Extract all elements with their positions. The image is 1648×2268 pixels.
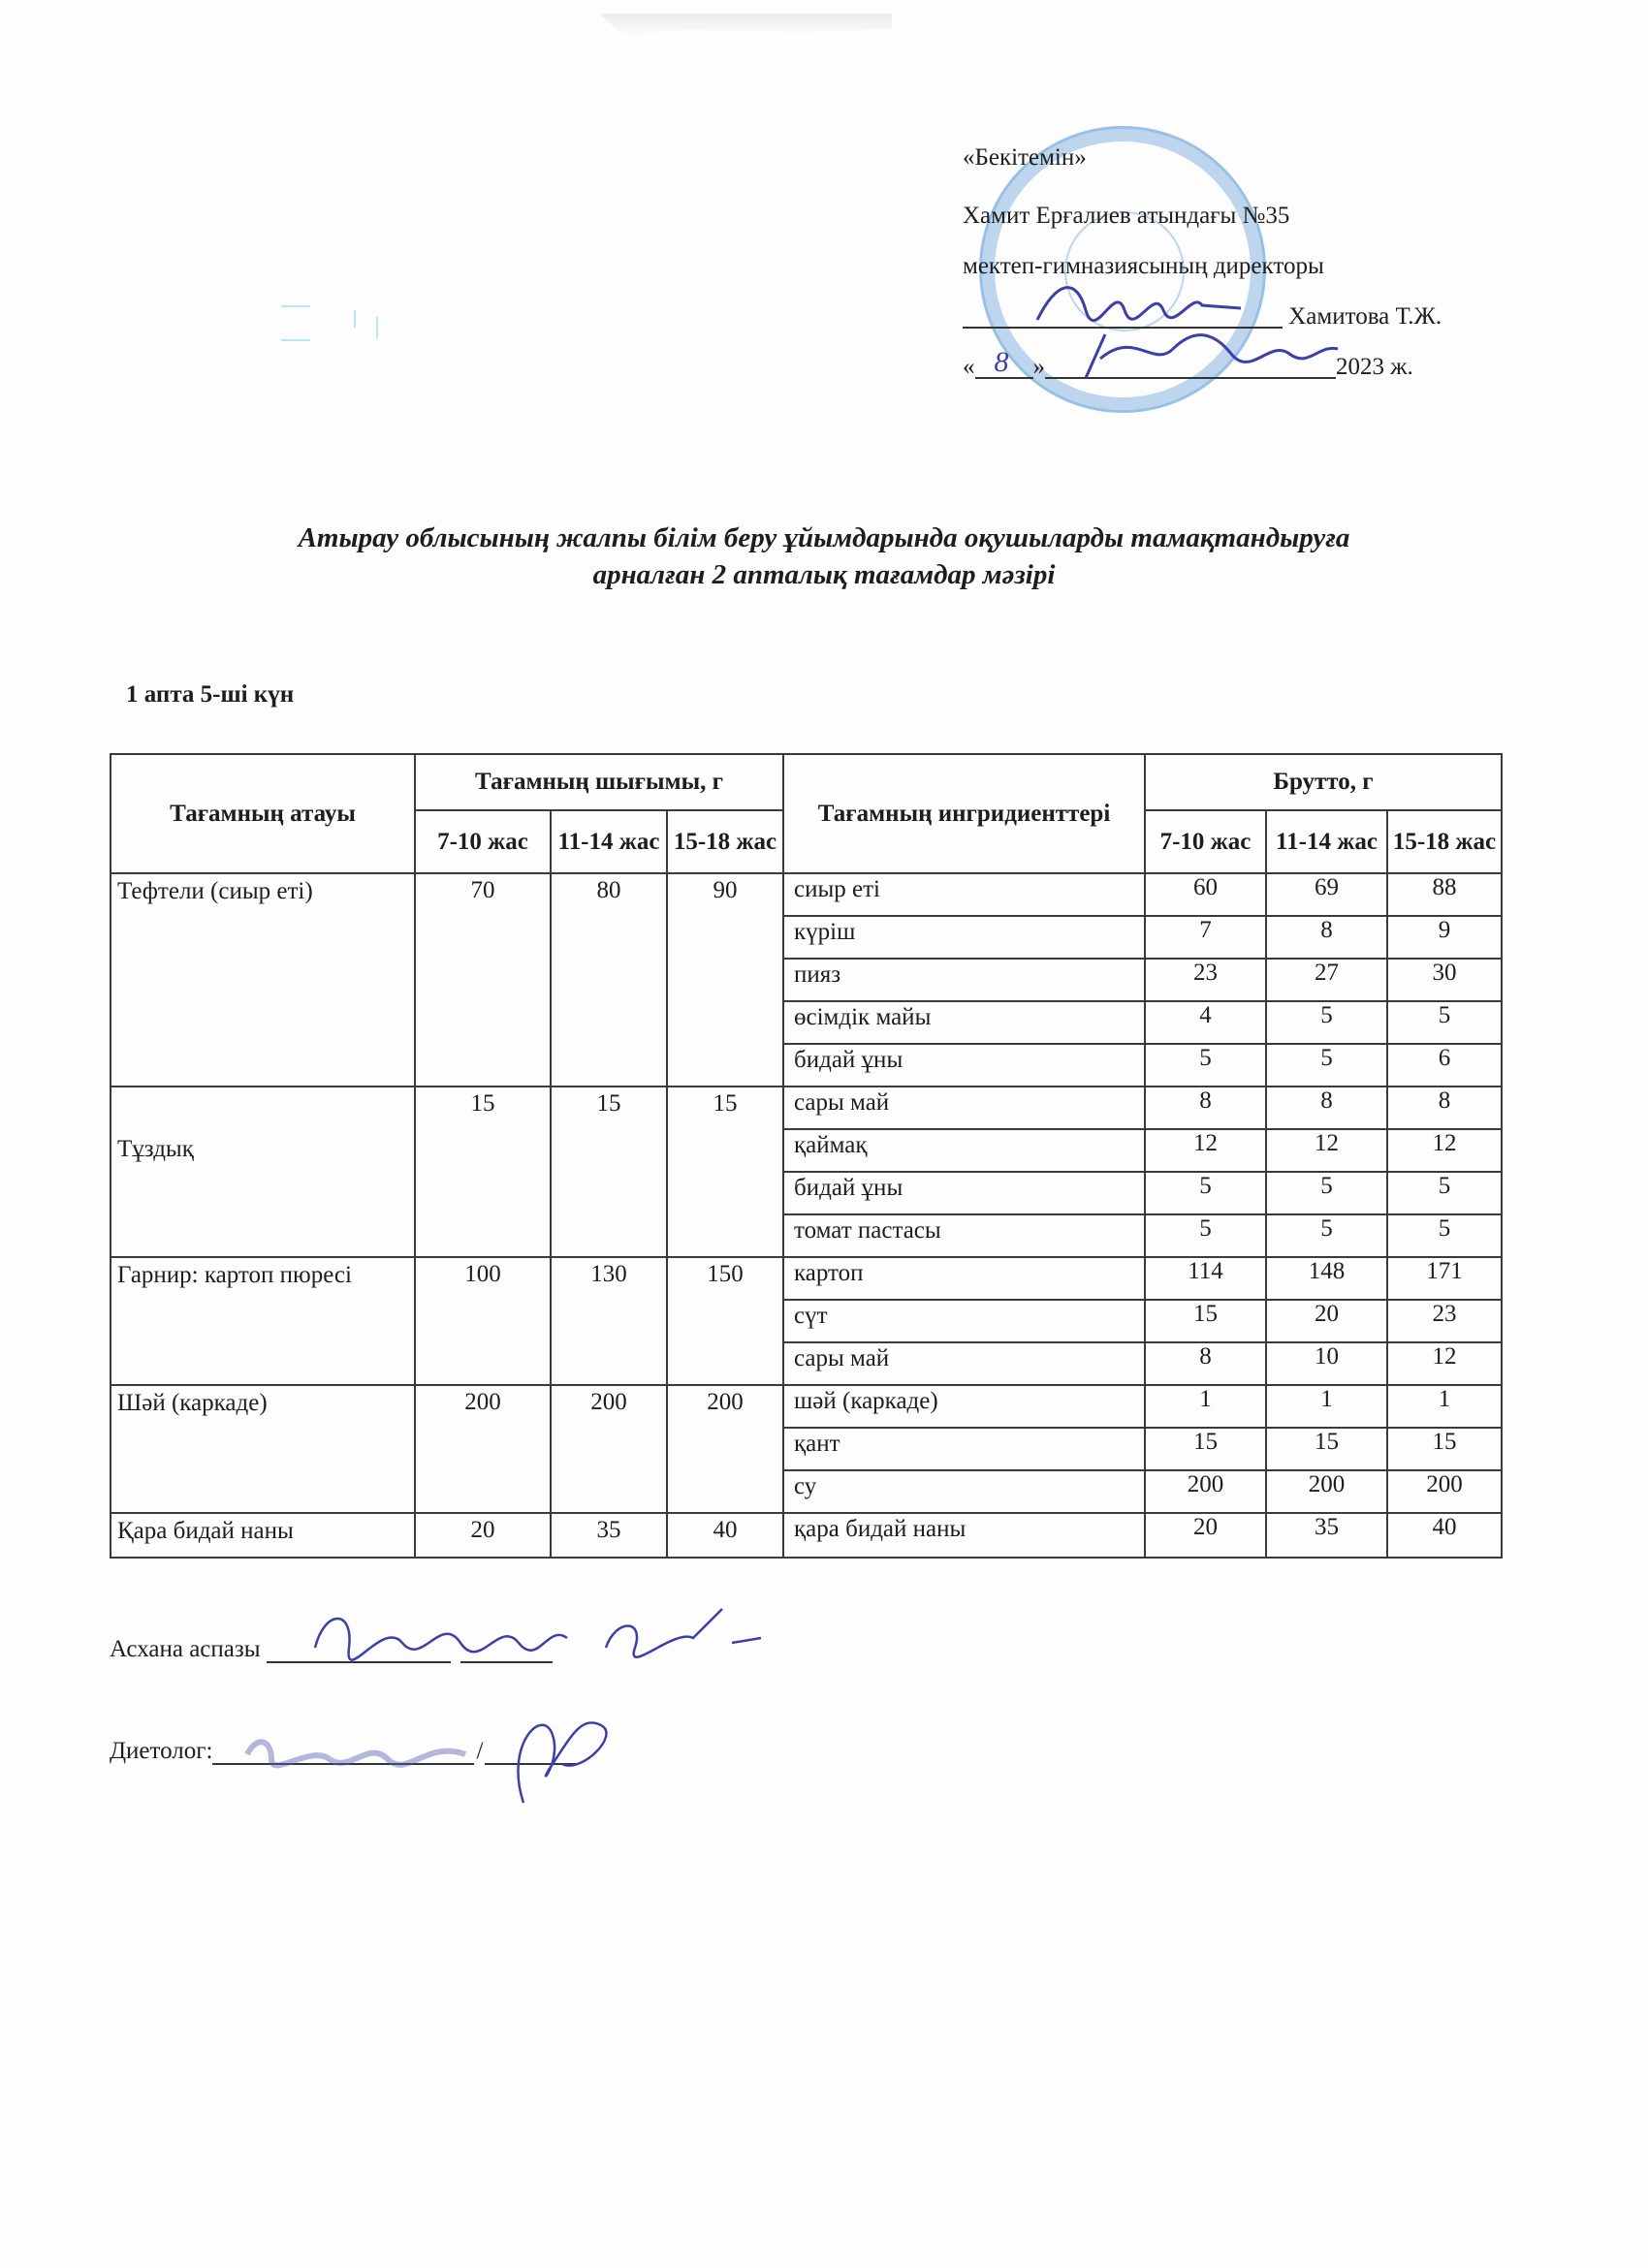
document-title — [0, 520, 1648, 593]
header-ingredients: Тағамның ингридиенттері — [783, 754, 1145, 873]
ingredient-brutto: 5 — [1266, 1214, 1387, 1257]
ingredient-brutto: 1 — [1266, 1385, 1387, 1428]
director-name: Хамитова Т.Ж. — [1288, 303, 1442, 330]
scan-artifact — [601, 14, 892, 35]
dish-yield: 35 — [551, 1513, 667, 1558]
table-row — [111, 1513, 1502, 1558]
dish-yield: 150 — [667, 1257, 783, 1385]
ingredient-brutto: 12 — [1145, 1129, 1266, 1172]
date-day: 8 — [994, 346, 1009, 378]
header-brutto: Брутто, г — [1145, 754, 1502, 810]
table-row — [111, 1385, 1502, 1428]
date-open-quote: « — [963, 354, 975, 380]
ingredient-name: сары май — [783, 1087, 1145, 1129]
ingredient-name: қант — [783, 1428, 1145, 1470]
cook-signature — [296, 1590, 780, 1686]
dish-yield: 200 — [415, 1385, 551, 1513]
ingredient-name: бидай ұны — [783, 1172, 1145, 1214]
ingredient-brutto: 5 — [1145, 1214, 1266, 1257]
ingredient-brutto: 114 — [1145, 1257, 1266, 1300]
ingredient-brutto: 9 — [1387, 916, 1502, 959]
ingredient-name: қара бидай наны — [783, 1513, 1145, 1558]
ingredient-brutto: 88 — [1387, 873, 1502, 916]
header-dish-name: Тағамның атауы — [111, 754, 415, 873]
ingredient-brutto: 8 — [1145, 1342, 1266, 1385]
brutto-age-header: 7-10 жас — [1145, 810, 1266, 873]
day-label: 1 апта 5-ші күн — [126, 681, 295, 708]
ingredient-name: томат пастасы — [783, 1214, 1145, 1257]
ingredient-brutto: 171 — [1387, 1257, 1502, 1300]
ingredient-name: шәй (каркаде) — [783, 1385, 1145, 1428]
ingredient-brutto: 5 — [1145, 1172, 1266, 1214]
ingredient-brutto: 148 — [1266, 1257, 1387, 1300]
ingredient-brutto: 15 — [1145, 1300, 1266, 1342]
ingredient-brutto: 5 — [1266, 1001, 1387, 1044]
cook-label: Асхана аспазы — [110, 1636, 261, 1662]
ingredient-brutto: 40 — [1387, 1513, 1502, 1558]
dish-yield: 15 — [667, 1087, 783, 1257]
title-line-1: Атырау облысының жалпы білім беру ұйымдарында оқушыларды тамақтандыруға — [298, 522, 1350, 553]
date-day-field — [975, 346, 1033, 379]
ingredient-brutto: 27 — [1266, 959, 1387, 1001]
ingredient-brutto: 23 — [1145, 959, 1266, 1001]
ingredient-brutto: 10 — [1266, 1342, 1387, 1385]
ingredient-brutto: 12 — [1387, 1342, 1502, 1385]
dish-name: Тефтели (сиыр еті) — [111, 873, 415, 1087]
ingredient-brutto: 8 — [1387, 1087, 1502, 1129]
yield-age-header: 7-10 жас — [415, 810, 551, 873]
approval-school: Хамит Ерғалиев атындағы №35 — [963, 203, 1290, 229]
ingredient-brutto: 5 — [1387, 1214, 1502, 1257]
ingredient-name: су — [783, 1470, 1145, 1513]
ingredient-name: күріш — [783, 916, 1145, 959]
month-handwriting — [1076, 320, 1347, 388]
ingredient-brutto: 20 — [1145, 1513, 1266, 1558]
ingredient-brutto: 60 — [1145, 873, 1266, 916]
ingredient-brutto: 200 — [1145, 1470, 1266, 1513]
header-yield: Тағамның шығымы, г — [415, 754, 783, 810]
ingredient-name: сиыр еті — [783, 873, 1145, 916]
ingredient-brutto: 30 — [1387, 959, 1502, 1001]
ingredient-brutto: 35 — [1266, 1513, 1387, 1558]
dish-name: Қара бидай наны — [111, 1513, 415, 1558]
ingredient-brutto: 4 — [1145, 1001, 1266, 1044]
yield-age-header: 11-14 жас — [551, 810, 667, 873]
table-row — [111, 1257, 1502, 1300]
ingredient-brutto: 23 — [1387, 1300, 1502, 1342]
faint-scan-marks — [242, 296, 397, 354]
date-year: 2023 ж. — [1336, 354, 1413, 380]
table-row — [111, 1087, 1502, 1129]
ingredient-brutto: 15 — [1387, 1428, 1502, 1470]
dish-yield: 90 — [667, 873, 783, 1087]
ingredient-name: картоп — [783, 1257, 1145, 1300]
ingredient-brutto: 12 — [1266, 1129, 1387, 1172]
ingredient-brutto: 5 — [1266, 1172, 1387, 1214]
title-line-2: арналған 2 апталық тағамдар мәзірі — [592, 559, 1056, 590]
ingredient-brutto: 15 — [1145, 1428, 1266, 1470]
dish-yield: 70 — [415, 873, 551, 1087]
brutto-age-header: 15-18 жас — [1387, 810, 1502, 873]
dish-yield: 200 — [551, 1385, 667, 1513]
ingredient-brutto: 8 — [1266, 1087, 1387, 1129]
approval-position: мектеп-гимназиясының директоры — [963, 253, 1324, 279]
brutto-age-header: 11-14 жас — [1266, 810, 1387, 873]
dish-yield: 100 — [415, 1257, 551, 1385]
slash-separator: / — [476, 1738, 484, 1764]
ingredient-brutto: 1 — [1387, 1385, 1502, 1428]
ingredient-name: өсімдік майы — [783, 1001, 1145, 1044]
ingredient-brutto: 8 — [1145, 1087, 1266, 1129]
dietitian-signature — [233, 1686, 640, 1822]
table-row — [111, 873, 1502, 916]
ingredient-name: пияз — [783, 959, 1145, 1001]
dish-yield: 15 — [551, 1087, 667, 1257]
ingredient-brutto: 12 — [1387, 1129, 1502, 1172]
ingredient-name: сары май — [783, 1342, 1145, 1385]
ingredient-brutto: 20 — [1266, 1300, 1387, 1342]
ingredient-brutto: 7 — [1145, 916, 1266, 959]
approval-heading: «Бекітемін» — [963, 144, 1087, 171]
yield-age-header: 15-18 жас — [667, 810, 783, 873]
ingredient-brutto: 69 — [1266, 873, 1387, 916]
ingredient-brutto: 5 — [1387, 1172, 1502, 1214]
ingredient-brutto: 1 — [1145, 1385, 1266, 1428]
ingredient-brutto: 6 — [1387, 1044, 1502, 1087]
ingredient-name: сүт — [783, 1300, 1145, 1342]
dish-name: Шәй (каркаде) — [111, 1385, 415, 1513]
dish-yield: 80 — [551, 873, 667, 1087]
dish-name: Гарнир: картоп пюресі — [111, 1257, 415, 1385]
dish-name: Тұздық — [111, 1087, 415, 1257]
dish-yield: 130 — [551, 1257, 667, 1385]
ingredient-brutto: 15 — [1266, 1428, 1387, 1470]
ingredient-brutto: 8 — [1266, 916, 1387, 959]
dish-yield: 15 — [415, 1087, 551, 1257]
ingredient-brutto: 5 — [1145, 1044, 1266, 1087]
dish-yield: 20 — [415, 1513, 551, 1558]
ingredient-brutto: 200 — [1266, 1470, 1387, 1513]
dietitian-label: Диетолог: — [110, 1738, 213, 1764]
date-close-quote: » — [1032, 354, 1045, 380]
menu-table — [110, 753, 1503, 1559]
dish-yield: 40 — [667, 1513, 783, 1558]
dish-yield: 200 — [667, 1385, 783, 1513]
ingredient-brutto: 5 — [1387, 1001, 1502, 1044]
ingredient-name: қаймақ — [783, 1129, 1145, 1172]
ingredient-brutto: 5 — [1266, 1044, 1387, 1087]
ingredient-name: бидай ұны — [783, 1044, 1145, 1087]
ingredient-brutto: 200 — [1387, 1470, 1502, 1513]
